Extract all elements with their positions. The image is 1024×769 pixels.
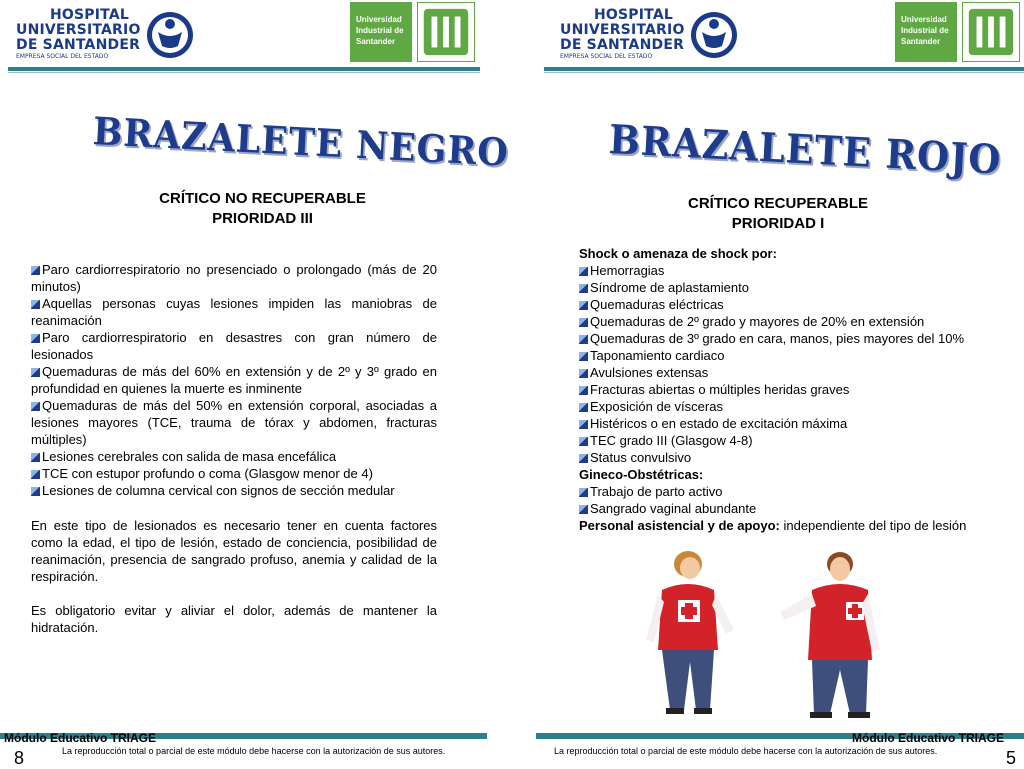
bullet-icon xyxy=(579,420,588,429)
gineco-heading: Gineco-Obstétricas: xyxy=(579,467,704,482)
list-item-text: Histéricos o en estado de excitación máxima xyxy=(590,416,848,431)
header-rule xyxy=(8,67,480,71)
page-number: 5 xyxy=(1006,748,1017,768)
subtitle-block xyxy=(100,189,425,229)
hospital-logo-line2: UNIVERSITARIO xyxy=(560,22,685,38)
uis-logo-line3: Santander xyxy=(901,37,941,46)
bullet-icon xyxy=(579,386,588,395)
list-item xyxy=(31,261,437,295)
list-item xyxy=(579,483,1019,500)
list-item xyxy=(31,465,437,482)
list-item xyxy=(579,364,1019,381)
paragraph-pain: Es obligatorio evitar y aliviar el dolor, además de mantener la hidratación. xyxy=(31,603,437,635)
list-item-text: Fracturas abiertas o múltiples heridas graves xyxy=(590,382,850,397)
list-item-text: Paro cardiorrespiratorio no presenciado o prolongado (más de 20 minutos) xyxy=(31,262,437,294)
list-item-text: Quemaduras de 2º grado y mayores de 20% en extensión xyxy=(590,314,925,329)
footer-copyright-note: La reproducción total o parcial de este módulo debe hacerse con la autorización de sus autores. xyxy=(554,746,938,756)
personal-heading: Personal asistencial y de apoyo: xyxy=(579,518,780,533)
hospital-logo-line2: UNIVERSITARIO xyxy=(16,22,141,38)
hospital-logo-line1: HOSPITAL xyxy=(50,7,129,23)
criteria-list xyxy=(31,261,437,499)
uis-logo-line1: Universidad xyxy=(356,15,402,24)
female-rescuer-figure xyxy=(646,551,734,714)
bullet-icon xyxy=(31,470,40,479)
paragraph-factors: En este tipo de lesionados es necesario tener en cuenta factores como la edad, el tipo de lesión, estado de conciencia, posibilidad de reanimación, presencia de sangrado profuso, anemia y calidad de la respiración. xyxy=(31,518,437,584)
list-item xyxy=(579,398,1019,415)
list-item xyxy=(579,330,1019,347)
bullet-icon xyxy=(579,505,588,514)
list-item-text: Quemaduras de 3º grado en cara, manos, pies mayores del 10% xyxy=(590,331,965,346)
list-item-text: Avulsiones extensas xyxy=(590,365,709,380)
bullet-icon xyxy=(579,301,588,310)
list-item xyxy=(579,279,1019,296)
list-item-text: Quemaduras de más del 60% en extensión y de 2º y 3º grado en profundidad en quienes la muerte es inminente xyxy=(31,364,437,396)
list-item xyxy=(579,432,1019,449)
right-page xyxy=(512,0,1024,768)
hospital-logo-line1: HOSPITAL xyxy=(594,7,673,23)
personal-text: independiente del tipo de lesión xyxy=(779,518,967,533)
list-item xyxy=(31,448,437,465)
hospital-logo xyxy=(16,8,195,61)
bullet-icon xyxy=(31,266,40,275)
bullet-icon xyxy=(579,284,588,293)
subtitle-line2: PRIORIDAD III xyxy=(212,210,313,227)
list-item-text: Paro cardiorrespiratorio en desastres con gran número de lesionados xyxy=(31,330,437,362)
bullet-icon xyxy=(31,300,40,309)
header-rule-thin xyxy=(8,72,480,73)
list-item xyxy=(579,262,1019,279)
hospital-logo-line4: EMPRESA SOCIAL DEL ESTADO xyxy=(16,53,109,60)
list-item-text: Lesiones de columna cervical con signos de sección medular xyxy=(42,483,395,498)
hospital-logo-line3: DE SANTANDER xyxy=(16,37,141,53)
list-item xyxy=(579,347,1019,364)
subtitle-line1: CRÍTICO RECUPERABLE xyxy=(687,195,868,212)
list-item-text: Quemaduras eléctricas xyxy=(590,297,724,312)
bullet-icon xyxy=(579,267,588,276)
list-item xyxy=(579,500,1019,517)
uis-logo-line2: Industrial de xyxy=(356,26,404,35)
personal-line xyxy=(579,517,1019,534)
header-rule-thin xyxy=(544,72,1024,73)
list-item xyxy=(31,363,437,397)
bullet-icon xyxy=(579,437,588,446)
page-number: 8 xyxy=(14,748,25,768)
bullet-icon xyxy=(31,334,40,343)
header-rule xyxy=(544,67,1024,71)
subtitle-line1: CRÍTICO NO RECUPERABLE xyxy=(159,190,366,207)
list-item-text: Lesiones cerebrales con salida de masa encefálica xyxy=(42,449,337,464)
list-item xyxy=(579,449,1019,466)
male-rescuer-figure xyxy=(780,552,880,718)
left-page xyxy=(0,0,512,768)
list-item xyxy=(31,295,437,329)
hospital-emblem-icon xyxy=(689,10,739,60)
list-item xyxy=(579,296,1019,313)
hospital-logo-line3: DE SANTANDER xyxy=(560,37,685,53)
hospital-logo xyxy=(560,8,739,61)
uis-logo-line3: Santander xyxy=(356,37,396,46)
criteria-list xyxy=(579,245,1019,534)
footer-module-title: Módulo Educativo TRIAGE xyxy=(4,731,156,745)
headline-brazalete-negro: BRAZALETE NEGRO xyxy=(91,108,510,175)
uis-emblem-icon xyxy=(417,2,475,62)
list-item xyxy=(579,415,1019,432)
list-item-text: Aquellas personas cuyas lesiones impiden las maniobras de reanimación xyxy=(31,296,437,328)
headline-brazalete-rojo: BRAZALETE ROJO xyxy=(607,116,1003,184)
bullet-icon xyxy=(579,369,588,378)
list-item xyxy=(31,482,437,499)
list-item-text: Taponamiento cardiaco xyxy=(590,348,725,363)
shock-heading: Shock o amenaza de shock por: xyxy=(579,246,777,261)
uis-logo-line2: Industrial de xyxy=(901,26,949,35)
list-item-text: TEC grado III (Glasgow 4-8) xyxy=(590,433,753,448)
footer-module-title: Módulo Educativo TRIAGE xyxy=(852,731,1004,745)
uis-logo-text xyxy=(895,2,957,62)
list-item-text: Sangrado vaginal abundante xyxy=(590,501,757,516)
subtitle-line2: PRIORIDAD I xyxy=(731,215,825,232)
bullet-icon xyxy=(579,403,588,412)
list-item xyxy=(31,329,437,363)
list-item xyxy=(579,313,1019,330)
list-item-text: Síndrome de aplastamiento xyxy=(590,280,749,295)
bullet-icon xyxy=(31,402,40,411)
bullet-icon xyxy=(579,352,588,361)
uis-logo-line1: Universidad xyxy=(901,15,947,24)
list-item xyxy=(31,397,437,448)
bullet-icon xyxy=(31,487,40,496)
bullet-icon xyxy=(31,453,40,462)
list-item xyxy=(579,381,1019,398)
rescue-workers-illustration xyxy=(640,550,910,722)
bullet-icon xyxy=(579,335,588,344)
bullet-icon xyxy=(31,368,40,377)
bullet-icon xyxy=(579,454,588,463)
list-item-text: Status convulsivo xyxy=(590,450,692,465)
subtitle-block xyxy=(632,194,924,234)
list-item-text: Hemorragias xyxy=(590,263,665,278)
list-item-text: TCE con estupor profundo o coma (Glasgow menor de 4) xyxy=(42,466,373,481)
uis-logo-text xyxy=(350,2,412,62)
hospital-logo-line4: EMPRESA SOCIAL DEL ESTADO xyxy=(560,53,653,60)
list-item-text: Quemaduras de más del 50% en extensión corporal, asociadas a lesiones mayores (TCE, trauma de tórax y abdomen, fracturas múltiples) xyxy=(31,398,437,447)
footer-copyright-note: La reproducción total o parcial de este módulo debe hacerse con la autorización de sus autores. xyxy=(62,746,446,756)
list-item-text: Exposición de vísceras xyxy=(590,399,723,414)
bullet-icon xyxy=(579,488,588,497)
hospital-emblem-icon xyxy=(145,10,195,60)
bullet-icon xyxy=(579,318,588,327)
uis-emblem-icon xyxy=(962,2,1020,62)
list-item-text: Trabajo de parto activo xyxy=(590,484,723,499)
